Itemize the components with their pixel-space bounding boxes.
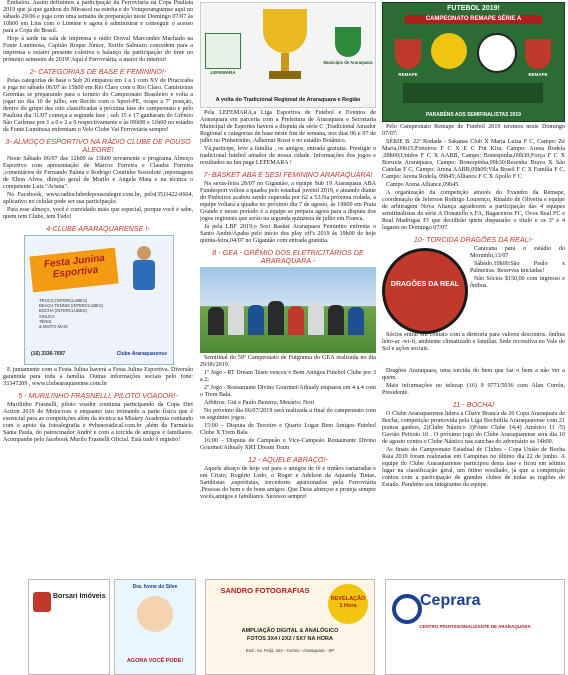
- flyer-line-mais: & MUITO MAIS: [39, 324, 68, 330]
- ivone-portrait: [137, 596, 173, 632]
- gea-game-1: 1º Jogo - RT Dream Team venceu o Bem Amigos Futebol Clube por 3 a 2;: [200, 370, 376, 383]
- remape-serie-b-2: Campo Arena Alliance,09h45.: [386, 182, 460, 188]
- flyer-line-beach: BEACH TENNIS (INTERCLUBES): [39, 303, 104, 309]
- ceprara-logo-icon: [392, 594, 422, 624]
- team-crest-4: [525, 39, 551, 69]
- sandro-line-1: AMPLIAÇÃO DIGITAL & ANALÓGICO: [241, 628, 339, 634]
- gea-final-1: 15:00 – Disputa de Terceiro e Quarto Lugar Bem Amigos Futebol Clube X Trem Bala: [200, 423, 376, 436]
- team-crest-3: [477, 33, 517, 73]
- trophy-cup-icon: [263, 9, 307, 53]
- lefemara-paragraph-2: Vá,participe, leve a família , os amigos, entrada gratuita. Prestígie o tradicional futebol amador de nossa cidade. Informações dos jogos e resultados na fan page LEFEMARA !: [200, 146, 376, 166]
- remape-organizacao: A organização da competição através do Evandro da Remape, coordenação de Jeferson Rodrigo Lourenço, Rinaldo de Oliveira e equipe de arbitragem Nova Aliança agradecem a participação das 4 equipes semifinalistas da série A Donatello x FA, Bagaceiros FC, Ovos Real FC e Real Madrugas FJ que decidirão quem disputarão o título e os 3º e 4 lugares no Domingo 07/07.: [382, 190, 565, 231]
- abraco-paragraph: Aquele abraço de hoje vai para o amigos de fé e irmãos camaradas e em Cristo, Rogério Ledo, o Roger e Adelson da Aquarela Tintas, Sambistas ,esportistas, torcedores apaixonados pela Ferroviária .Pessoas do bem e de bons amigos .Que Deus abençoe e proteja sempre vocês,amigos e familiares. Sucesso sempre!: [200, 466, 376, 500]
- section-title-murilinho: 5 - MURILINHO FRASNELLI, PILOTO VOADOR!-: [18, 391, 178, 400]
- section-title-almoco: 3- ALMOÇO ESPORTIVO NA RÁDIO CLUBE DE POUSO ALEGRE!: [5, 137, 191, 154]
- ad-borsari[interactable]: [28, 579, 110, 675]
- ivone-name: Dra. Ivone do Silve: [132, 584, 178, 590]
- revelacao-text: REVELAÇÃO 1 Hora: [330, 596, 366, 609]
- remape-serie-b: SÉRIE B: 22ª Rodada - Sakanas Club X Maria Luiza F C, Campo: Zé Maria,09h15;Freteiros F C X E C Fut Kira, Campo: Arena Rodela ,08h00;Unidos F C X AABB, Campo: Bonespinha,09h30;Força F C X Boruxia Araraquara, Campo: Bonespinha,09h30;Resenha Brava X São Canelas F C, Campo: Arena AABB,09h00;Vila Brasil F C X Família F C, Campo: Arena Rodela, 09h45;Alliance F C X Apollo F C: [382, 139, 565, 180]
- team-crest-1-label: REMAPE: [398, 72, 418, 77]
- lefemara-paragraph: Pela LEFEMARA,a Liga Esportiva de Futebol e Eventos de Araraquara em parceria com a Prefeitura de Araraquara e Secretaria Municipal de Esportes haverá a disputa da série C ,Tradicional Amador Regional e categorias de base neste fim de semana, nos dias 06 e 07 de julho no Pinheirinho, Adhemar Rossi e no estádio Botânico.: [200, 110, 376, 144]
- flyer-line-tenis: TÊNIS: [39, 318, 52, 324]
- column-middle: [200, 0, 376, 675]
- section-title-clube: 4-CLUBE ARARAQUARENSE !-: [46, 224, 150, 233]
- municipio-crest: [335, 27, 361, 57]
- borsari-name: Borsari Imóveis: [53, 593, 106, 600]
- torcida-caravana: Caravana para o estádio do Morumbi,13/07: [470, 246, 565, 259]
- basket-paragraph-2: Já pela LBF 2019,o Sesi Basket Araraquara Feminino enfrenta o Santo André/Apaba pelo início dos play off's 2019 às 19h00 de hoje quinta-feira,04/07 no Gigantão com entrada gratuita.: [200, 224, 376, 244]
- ad-ivone[interactable]: [114, 579, 196, 675]
- torcida-contato: Mais informações no telezap (16) 9 9771/5036 com Alan Corrêa, Presidente.: [382, 383, 565, 396]
- torcida-bem: Dragões Araraquara, uma torcida do bem que faz o bem a não ver a quem.: [382, 368, 565, 381]
- almoco-paragraph: Neste Sábado 06/07 das 12h00 às 13h00 novamente o programa Almoço Esportivo com apresentação de Marcos Ferreira e Claudia Ferreira ,comentários de Fernando Palma e Rodrigo Coutinho Sossolote ,reportagens de Elton Alves, direção geral de Murilo e Angela Maia e na técnica o competente Luiz "Ariana".: [3, 156, 193, 190]
- flyer-line-bocha: BOCHA (INTERCLUBES): [39, 308, 87, 314]
- torcida-socios: Sócios entrar em contato com a diretoria para valores descontos. ônibus leito-ar -wi-fi, ambiente climatizado e familiar. Sede recreativa no Vale do Sol e ações sociais.: [382, 332, 565, 352]
- torcida-nao-socios: Não Sócios $150,00 com ingresso e ônibus.: [470, 276, 565, 289]
- remape-paragraph: Pelo Campeonato Remape de Futebol 2019 teremos neste Domingo 07/07:: [382, 124, 565, 137]
- flyer-line-sinuca: SINUCA: [39, 313, 55, 319]
- borsari-logo-icon: [33, 592, 51, 612]
- almoco-paragraph-3: Para esse almoço, você é convidado mais que especial, porque você é sabe, quem tem Clube, tem Tudo!: [3, 207, 193, 220]
- section-title-gea: 8 - GEA - GRÊMIO DOS ELETRICITÁRIOS DE ARARAQUARA -: [212, 248, 364, 265]
- intro-paragraph: Embalou. Assim definimos a participação da Ferroviária na Copa Paulista 2019 que já que ganhou do Mirassol na estréia e do Votuporanguense aqui no sábado 29/06 e joga com uma semana de preparação neste Domingo 07/07 às 10h00 em Lins com o Linense e agora é administrar e conseguir o acesso para a Copa do Brasil.: [3, 0, 193, 34]
- lefemara-label: LEFEMARA: [210, 70, 236, 75]
- flyer-title: Festa Junina Esportiva: [43, 252, 106, 281]
- festa-junina-flyer: [24, 235, 174, 365]
- ceprara-name: Ceprara: [420, 592, 481, 609]
- base-paragraph: Pelas categorias de base o Sub 20 empatou em 1 a 1 com XV de Piracicaba e joga no sábado 06/07 às 15h00 em Rio Claro com o Rio Claro. Camisteiras Gerenias se preparando para o torneio do Campeonato Brasileiro e volta a jogar no dia 10 de julho, em Recife com o Sport-PE, ocupa a 7ª posição, dentro do grupo das oito classificadas à próxima fase do campeonato e pelo Paulista dia 31/07 começa a segunda fase ; sub 15 e 17 ganharam do Grêmio São Carlense por 1 a 0 e 2 a 0 respectivamente e às 09h00 e 11h00 no estádio da Fonte Luminosa enfrentam o Velo Clube Vai Ferroviária sempre!: [3, 78, 193, 133]
- section-title-base: 2- CATEGORIAS DE BASE E FEMININO!-: [29, 67, 167, 76]
- flyer-players-figure: [125, 246, 165, 306]
- torcida-jogo: Sábado,19h00:São Paulo x Palmeiras. Reservas iniciadas!: [470, 261, 565, 274]
- poster-band-text: CAMPEONATO REMAPE SÉRIE A: [405, 15, 542, 24]
- ivone-slogan: AGORA VOCÊ PODE!: [126, 658, 184, 664]
- lefemara-logo: [205, 33, 241, 69]
- basket-paragraph: Na sexta-feira 28/07 no Gigantão, a equipe Sub 19 Araraquara ABA Fundesport voltou a quadra pelo estadual juvenil 2019, e atuando diante do Pinheiros acabou sendo superada por 62 a 53.Na próxima rodada, a equipe voltará a quadra no próximo dia 7 de agosto, às 19h00 em Praia Grande e nesse período é a equipe se prepara agora para a disputa dos jogos regionais que serão na segunda quinzena de julho em Franca.: [200, 181, 376, 222]
- photo-caption: A volta do Tradicional Regional de Araraquara e Região: [215, 97, 361, 103]
- section-title-torcida: 10- TORCIDA DRAGÕES DA REAL!-: [413, 235, 534, 244]
- gea-next: No próximo dia 06/07/2019 será realizada a final do campeonato com os seguintes jogos:: [200, 408, 376, 421]
- team-crest-4-label: REMAPE: [528, 72, 548, 77]
- dragoes-logo-text: DRAGÕES DA REAL: [390, 281, 460, 288]
- municipio-label: Município de Araraquara: [323, 60, 373, 65]
- section-title-bocha: 11 - BOCHA!: [452, 400, 495, 409]
- ad-ceprara[interactable]: [385, 579, 565, 675]
- remape-poster: [382, 2, 565, 122]
- section-title-abraco: 12 - AQUELE ABRAÇO!-: [248, 455, 328, 464]
- sandro-line-2: FOTOS 3X4 / 2X2 / 5X7 NA HORA: [247, 636, 333, 642]
- flyer-line-truco: TRUCO (INTERCLUBES): [39, 298, 88, 303]
- almoco-paragraph-2: No Facebook, www.radioclubedepousoalegre.com.br, pelo(35)3422-0604, aplicativo no celular pode ser sua participação.: [3, 192, 193, 205]
- murilinho-paragraph: Murilinho Frasnelli, piloto voador continua participando da Copa Dirt Action 2019 de Motocross e enquanto isto treinando a parte física que é essencial para as competições além da técnica na Miskey Academia contando com o apoio da fotoalegrafia e #vhsnoradical.com.br ,além da Farmácia Santa Paula, do patrocinador André e com a torcida de amigos e familiares. Acompanhe pelo facebook Murilo Frasnelli Oficial. Está tudo é registro!: [3, 402, 193, 443]
- dragoes-logo: [382, 248, 468, 334]
- bocha-paragraph-2: As finais do Campeonato Estadual de Clubes - Copa União de Bocha Raia 2019 foram realizadas em Campinas no último dia 22 de junho. A equipe do Clube Araraquarense participou desta fase e ficou em sétimo lugar na classificação geral, um ótimo resultado, já que a competição contou com a participação de grandes clubes de todas as regiões do Estado. Parabéns aos integrantes da equipe.: [382, 447, 565, 488]
- poster-top-text: FUTEBOL 2019!: [447, 5, 500, 12]
- sandro-title: SANDRO FOTOGRAFIAS: [220, 586, 310, 595]
- section-title-basket: 7- BASKET ABA E SESI FEMININO ARARAQUARA!: [203, 170, 373, 179]
- ceprara-subtitle: CENTRO PROFISSIONALIZANTE DE ARARAQUARA: [419, 624, 531, 629]
- gea-team-photo: [200, 267, 376, 353]
- ferroviaria-paragraph: Hoje à tarde na sala de imprensa e rádio Doival Marcondes Machado na Fonte Luminosa, Capitão Roque Júnior, Xerife Salmazo concedem para a imprensa e estarei presente coletiva o balanço da participação do time no primeiro semestre de 2019! Aqui é Ferroviária, a maior do interior!: [3, 36, 193, 63]
- gea-arbitros: Arbitros: Gui e Paulo Bezerra, Mesário: Nori: [204, 400, 315, 406]
- gea-paragraph: Semifinal do 59º Campeonato de Futgrama do GEA realizada no dia 29/06/2019.: [200, 355, 376, 368]
- sandro-address: End.: Av. Feijó, 424 - Centro - Araraquara - SP: [245, 648, 335, 653]
- column-right: [382, 0, 565, 675]
- trophy-photo: [200, 2, 376, 108]
- flyer-phone: (16) 3336-7697: [31, 351, 66, 357]
- team-crest-2: [431, 33, 467, 69]
- bocha-paragraph: O Clube Araraquarense lidera a Chave Branca da 26 Copa Araraquara de Bocha, competição promovida pela Liga Bochófila Araraquarense com 21 pontos ganhos, 2)Clube Náutico 3)Fonte Clube 14;4) Américo 11 /5) Gavião Peixoto 10 . O próximo jogo do Clube Araraquarense será dia 10 de agosto contra o Clube Náutico nas canchas do adversário às 14h00.: [382, 411, 565, 445]
- flyer-brand: Clube Araraquarense: [116, 351, 167, 357]
- gea-final-2: 16:00 – Disputa de Campeão e Vice-Campeão Restaurante Divino Gourmet/Athualy XRT Dream Team: [200, 438, 376, 451]
- revelacao-badge: [328, 584, 368, 624]
- clube-paragraph: E juntamente com a Festa Julina haverá a Festa Julina Esportiva. Diversão garantida para toda a família. Outras informações sociais pelo fone: 33347209 , www.clubearaquarense.com.br: [3, 367, 193, 387]
- column-left: [3, 0, 193, 675]
- team-crest-1: [395, 39, 421, 69]
- gea-game-2: 2º Jogo - Restaurante Divino Gourmet/Athualy empatou em 4 a 4 com o Trem Bala.: [200, 385, 376, 398]
- poster-bottom-text: PARABÉNS AOS SEMIFINALISTAS 2019: [426, 112, 521, 118]
- ad-sandro[interactable]: [205, 579, 375, 675]
